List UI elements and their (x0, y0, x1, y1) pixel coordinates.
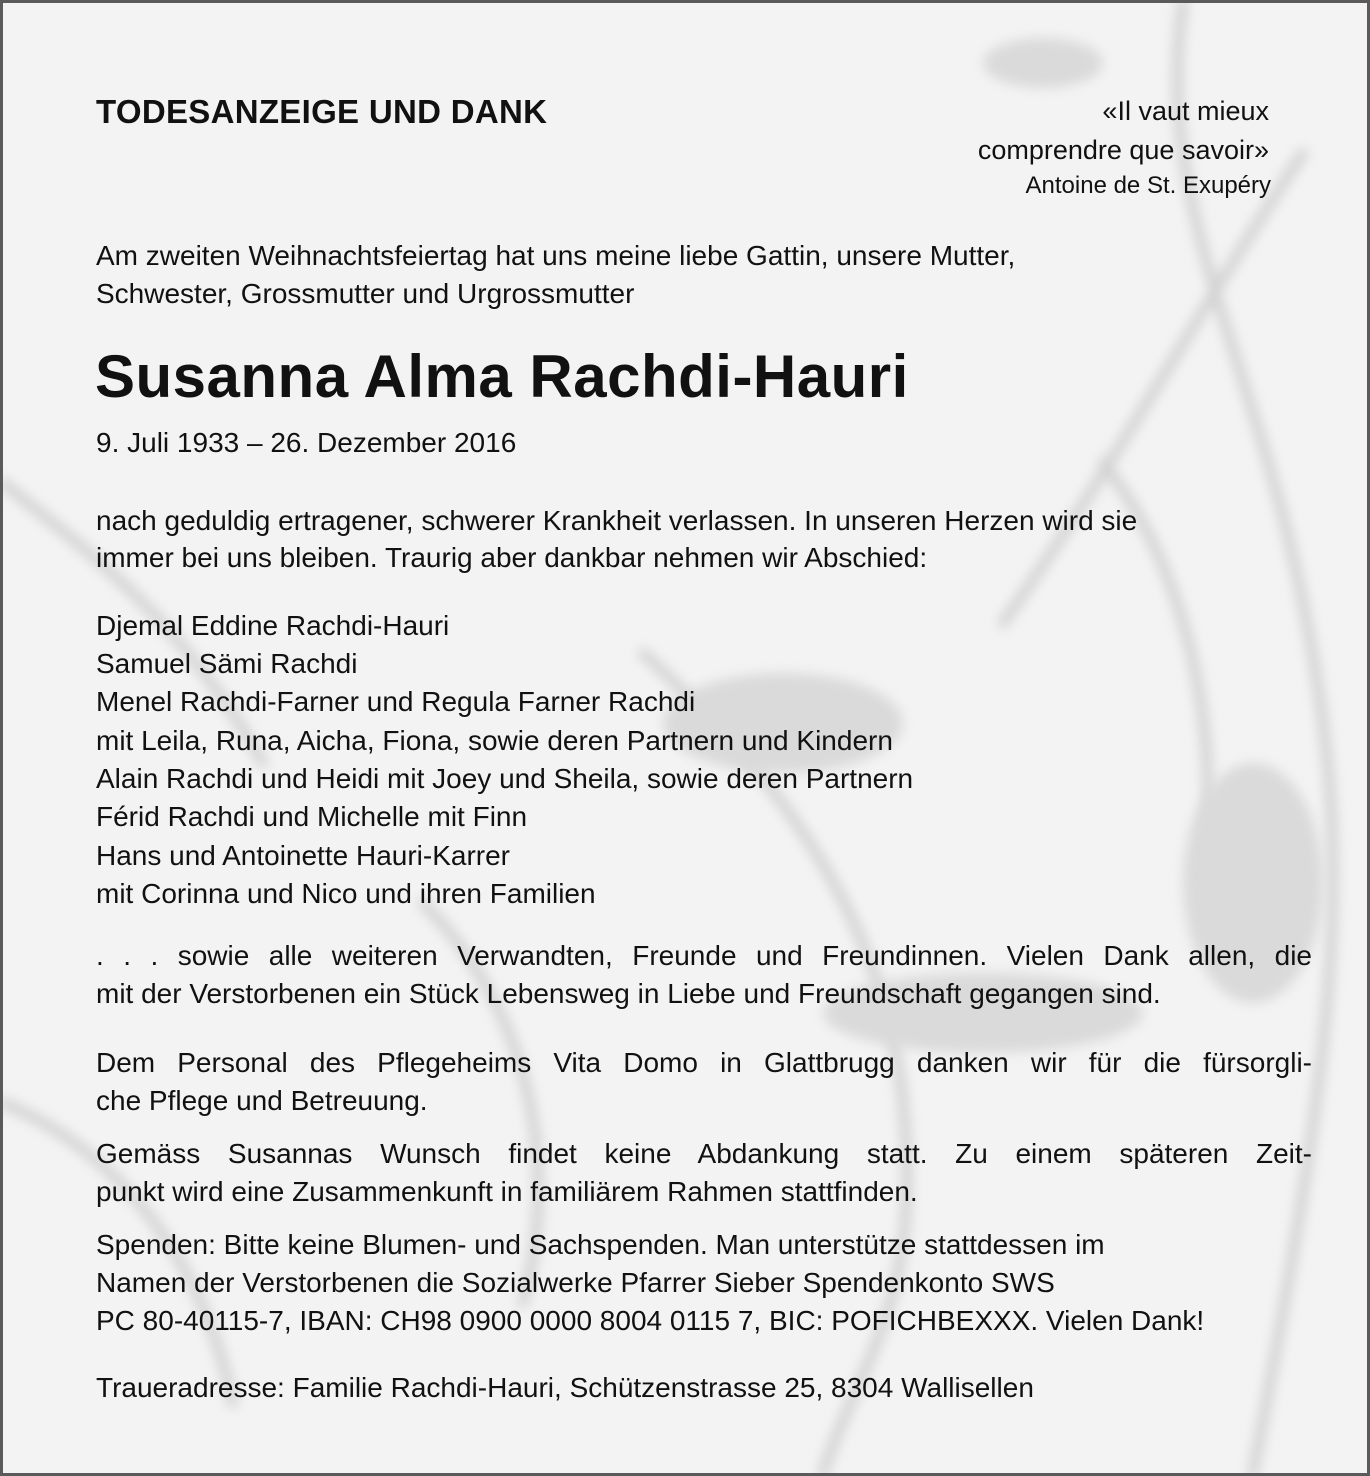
deceased-name: Susanna Alma Rachdi-Hauri (95, 343, 909, 410)
farewell-line: immer bei uns bleiben. Traurig aber dankbar nehmen wir Abschied: (96, 542, 928, 573)
life-dates: 9. Juli 1933 – 26. Dezember 2016 (96, 427, 517, 458)
thanks-line: mit der Verstorbenen ein Stück Lebensweg in Liebe und Freundschaft gegangen sind. (96, 978, 1161, 1009)
quote-line: comprendre que savoir» (977, 135, 1269, 165)
mourner-line: Djemal Eddine Rachdi-Hauri (96, 610, 450, 641)
farewell-line: nach geduldig ertragener, schwerer Krankheit verlassen. In unseren Herzen wird sie (96, 505, 1138, 536)
mourner-line: Férid Rachdi und Michelle mit Finn (96, 801, 528, 832)
mourning-address: Traueradresse: Familie Rachdi-Hauri, Schützenstrasse 25, 8304 Wallisellen (96, 1372, 1034, 1403)
donations-line: Spenden: Bitte keine Blumen- und Sachspenden. Man unterstütze stattdessen im (96, 1229, 1105, 1260)
intro-line: Am zweiten Weihnachtsfeiertag hat uns meine liebe Gattin, unsere Mutter, (96, 240, 1016, 271)
quote-line: «Il vaut mieux (1102, 96, 1269, 126)
mourner-line: Samuel Sämi Rachdi (96, 648, 358, 679)
quote-author: Antoine de St. Exupéry (1025, 172, 1271, 199)
donations-line: Namen der Verstorbenen die Sozialwerke Pfarrer Sieber Spendenkonto SWS (96, 1267, 1055, 1298)
mourner-line: Alain Rachdi und Heidi mit Joey und Sheila, sowie deren Partnern (96, 763, 914, 794)
intro-line: Schwester, Grossmutter und Urgrossmutter (96, 278, 635, 309)
mourner-line: Menel Rachdi-Farner und Regula Farner Rachdi (96, 686, 696, 717)
mourner-line: mit Corinna und Nico und ihren Familien (96, 878, 596, 909)
mourner-line: Hans und Antoinette Hauri-Karrer (96, 840, 510, 871)
staff-thanks-line: Dem Personal des Pflegeheims Vita Domo in Glattbrugg danken wir für die fürsorgli- (96, 1047, 1312, 1078)
donations-line: PC 80-40115-7, IBAN: CH98 0900 0000 8004 0115 7, BIC: POFICHBEXXX. Vielen Dank! (96, 1305, 1205, 1336)
staff-thanks-line: che Pflege und Betreuung. (96, 1085, 428, 1116)
notice-title: TODESANZEIGE UND DANK (96, 93, 548, 130)
thanks-line: . . . sowie alle weiteren Verwandten, Freunde und Freundinnen. Vielen Dank allen, die (96, 940, 1312, 971)
wish-line: Gemäss Susannas Wunsch findet keine Abdankung statt. Zu einem späteren Zeit- (96, 1138, 1312, 1169)
mourner-line: mit Leila, Runa, Aicha, Fiona, sowie deren Partnern und Kindern (96, 725, 893, 756)
wish-line: punkt wird eine Zusammenkunft in familiärem Rahmen stattfinden. (96, 1176, 918, 1207)
